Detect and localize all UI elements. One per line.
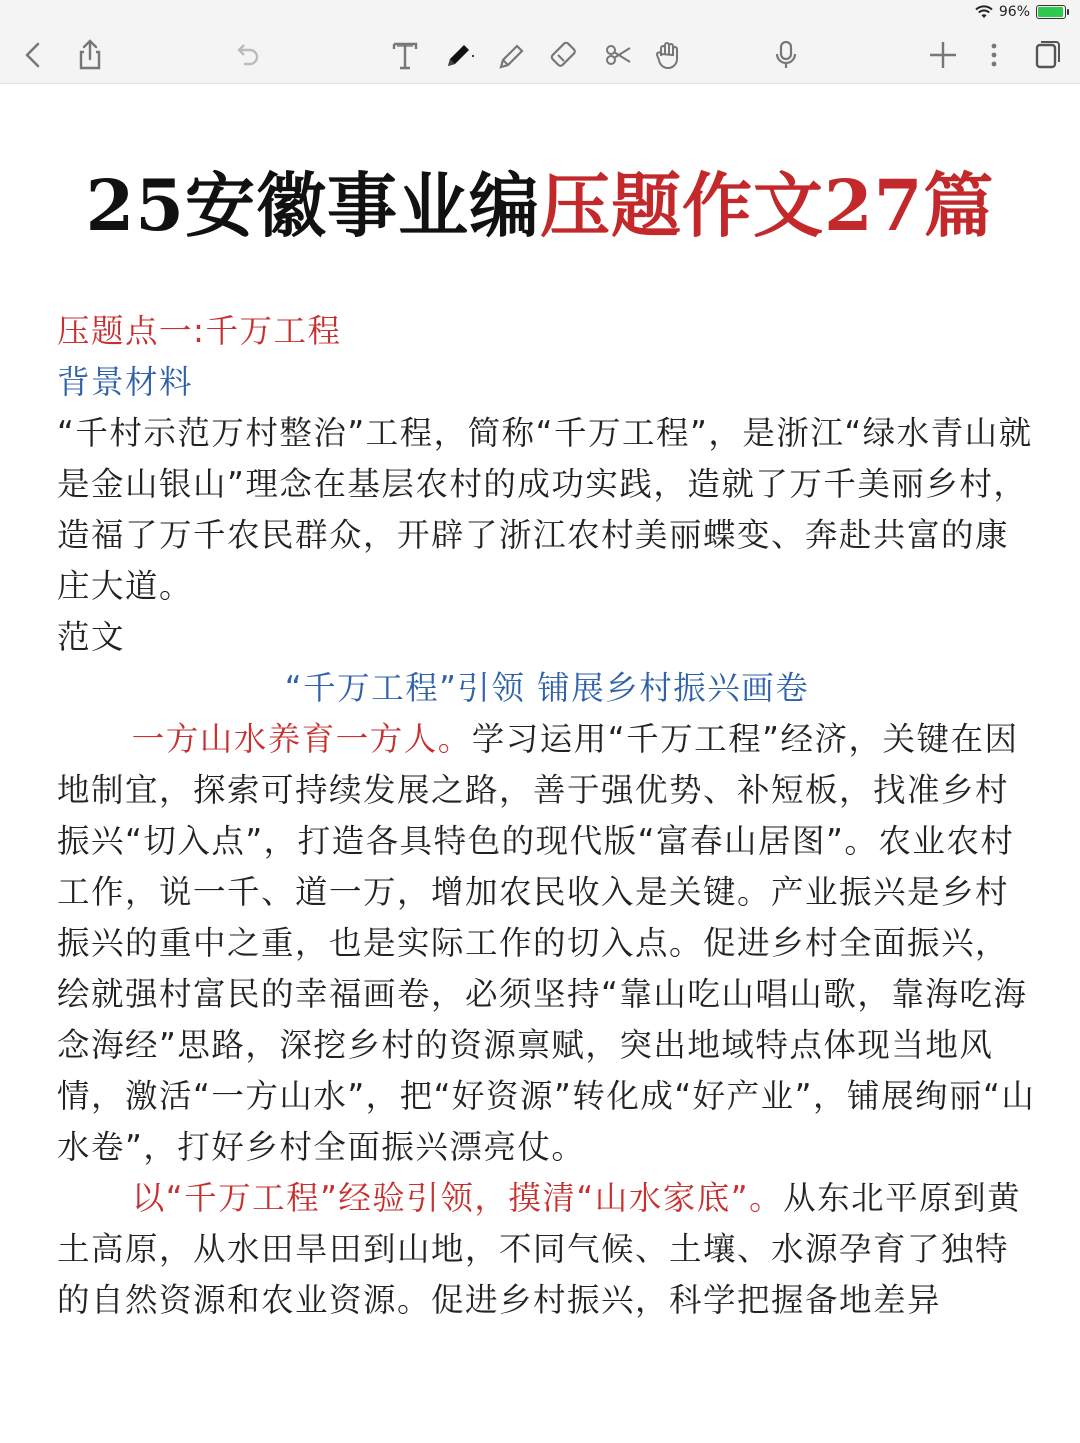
- paragraph-1-lead: 一方山水养育一方人。: [131, 720, 472, 758]
- undo-icon[interactable]: [226, 34, 268, 76]
- background-label: 背景材料: [57, 363, 194, 401]
- hand-icon[interactable]: [647, 34, 689, 76]
- microphone-icon[interactable]: [765, 34, 807, 76]
- paragraph-2-lead: 以“千万工程”经验引领，摸清“山水家底”。: [131, 1179, 784, 1217]
- status-indicators: [975, 4, 1066, 20]
- status-bar: [0, 0, 1080, 26]
- document-page: [0, 84, 1080, 1443]
- more-icon[interactable]: [973, 34, 1015, 76]
- toolbar: [0, 26, 1080, 84]
- lasso-icon[interactable]: [596, 34, 638, 76]
- text-tool-icon[interactable]: [384, 34, 426, 76]
- paragraph-1-text: 学习运用“千万工程”经济，关键在因地制宜，探索可持续发展之路，善于强优势、补短板，找准乡村振兴“切入点”，打造各具特色的现代版“富春山居图”。农业农村工作，说一千、道一万，增加农民收入是关键。产业振兴是乡村振兴的重中之重，也是实际工作的切入点。促进乡村全面振兴，绘就强村富民的幸福画卷，必须坚持“靠山吃山唱山歌，靠海吃海念海经”思路，深挖乡村的资源禀赋，突出地域特点体现当地风情，激活“一方山水”，把“好资源”转化成“好产业”，铺展绚丽“山水卷”，打好乡村全面振兴漂亮仗。: [57, 720, 1036, 1166]
- title-red-part: 压题作文27篇: [540, 164, 995, 247]
- wifi-icon: [975, 5, 993, 19]
- paragraph-2-text: 从东北平原到黄土高原，从水田旱田到山地，不同气候、土壤、水源孕育了独特的自然资源和农业资源。促进乡村振兴，科学把握备地差异: [57, 1179, 1022, 1319]
- background-text: “千村示范万村整治”工程，简称“千万工程”，是浙江“绿水青山就是金山银山”理念在基层农村的成功实践，造就了万千美丽乡村，造福了万千农民群众，开辟了浙江农村美丽蝶变、奔赴共富的康庄大道。: [57, 414, 1033, 605]
- eraser-icon[interactable]: [543, 34, 585, 76]
- essay-paragraph-2: [57, 1173, 1037, 1326]
- add-icon[interactable]: [922, 34, 964, 76]
- share-icon[interactable]: [69, 34, 111, 76]
- pages-icon[interactable]: [1025, 34, 1067, 76]
- pen-icon[interactable]: [436, 34, 478, 76]
- essay-paragraph-1: [57, 714, 1037, 1173]
- back-icon[interactable]: [12, 34, 54, 76]
- essay-title: “千万工程”引领 铺展乡村振兴画卷: [284, 669, 810, 707]
- highlighter-icon[interactable]: [490, 34, 532, 76]
- title-black-part: 25安徽事业编: [85, 164, 540, 247]
- page-title: [0, 150, 1080, 251]
- battery-percent: 96%: [998, 4, 1030, 20]
- document-body: [57, 306, 1037, 1326]
- battery-icon: [1036, 5, 1066, 19]
- sample-label: 范文: [57, 618, 126, 656]
- section-heading: 压题点一:千万工程: [57, 312, 342, 350]
